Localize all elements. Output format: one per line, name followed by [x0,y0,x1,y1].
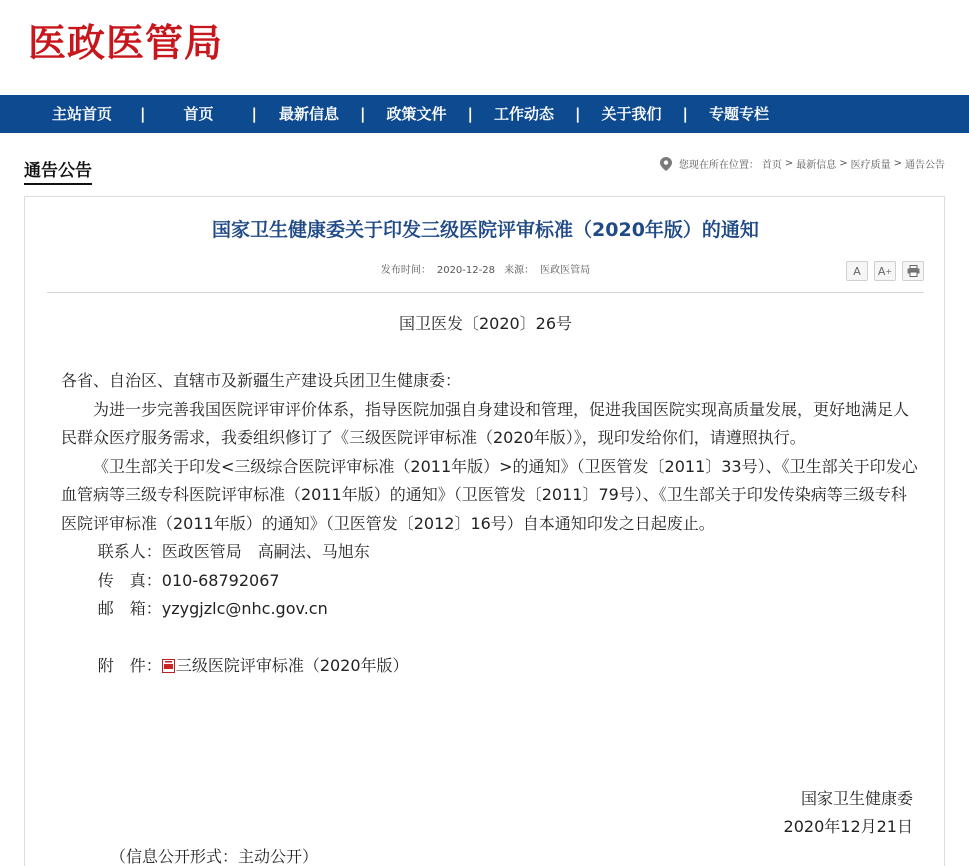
attachment-label: 附 件： [97,655,162,675]
nav-separator: | [251,105,257,123]
breadcrumb-separator: > [784,158,794,169]
signer: 国家卫生健康委 [800,789,913,808]
nav-item-special[interactable]: 专题专栏 [709,105,770,123]
breadcrumb-latest[interactable]: 最新信息 [796,160,837,171]
nav-separator: | [575,105,581,123]
breadcrumb-separator: > [839,158,848,169]
font-smaller-label: A [853,264,861,278]
attachment-link[interactable] [162,656,409,675]
breadcrumb [660,156,945,171]
paragraph-2: 《卫生部关于印发<三级综合医院评审标准（2011年版）>的通知》（卫医管发〔2011〕33号）、《卫生部关于印发心血管病等三级专科医院评审标准（2011年版）的通知》（卫医管发〔2011〕79号）、《卫生部关于印发传染病等三级专科医院评审标准（2011年版）的通知》（卫医管发〔2012〕16号）自本通知印发之日起废止。 [61,456,918,533]
breadcrumb-quality[interactable]: 医疗质量 [850,160,891,171]
article-container [24,196,945,866]
article-meta [25,261,946,276]
fax-line: 传 真：010-68792067 [97,570,280,590]
publish-date: 2020-12-28 [436,265,495,276]
nav-separator: | [360,105,366,123]
disclosure-note: （信息公开形式：主动公开） [110,847,319,866]
nav-item-work-news[interactable]: 工作动态 [494,105,555,123]
email-line: 邮 箱：yzygjzlc@nhc.gov.cn [97,599,328,618]
breadcrumb-home[interactable]: 首页 [761,160,782,171]
article-title: 国家卫生健康委关于印发三级医院评审标准（2020年版）的通知 [212,219,759,241]
article-tools [846,261,924,281]
pdf-file-icon [162,659,175,673]
font-larger-sup: + [885,266,893,276]
main-nav [0,95,969,133]
nav-separator: | [467,105,473,123]
nav-item-policy[interactable]: 政策文件 [386,105,447,123]
meta-divider [47,292,924,293]
site-logo[interactable]: 医政医管局 [28,20,224,65]
breadcrumb-separator: > [893,158,902,169]
date-label: 发布时间： [380,265,431,276]
nav-item-latest[interactable]: 最新信息 [279,105,340,123]
paragraph-1: 为进一步完善我国医院评审评价体系，指导医院加强自身建设和管理，促进我国医院实现高质量发展，更好地满足人民群众医疗服务需求，我委组织修订了《三级医院评审标准（2020年版）》，现印发给你们，请遵照执行。 [61,399,910,447]
attachment-line [61,652,919,681]
nav-item-home[interactable]: 首页 [183,105,214,123]
document-number: 国卫医发〔2020〕26号 [398,314,573,333]
nav-item-main-home[interactable]: 主站首页 [52,105,113,123]
salutation: 各省、自治区、直辖市及新疆生产建设兵团卫生健康委： [61,371,462,390]
font-larger-button[interactable] [874,261,896,281]
nav-item-about[interactable]: 关于我们 [601,105,662,123]
font-smaller-button[interactable] [846,261,868,281]
source-label: 来源： [504,265,535,276]
breadcrumb-prefix: 您现在所在位置： [678,160,759,171]
nav-separator: | [140,105,146,123]
sign-date: 2020年12月21日 [783,817,913,836]
print-icon [907,265,920,277]
article-body [61,367,919,680]
breadcrumb-notices[interactable]: 通告公告 [905,160,945,171]
attachment-name[interactable]: 三级医院评审标准（2020年版） [175,655,409,675]
print-button[interactable] [902,261,924,281]
nav-separator: | [682,105,688,123]
font-larger-label: A [877,264,886,278]
article-source: 医政医管局 [540,265,591,276]
contact-line: 联系人：医政医管局 高嗣法、马旭东 [97,542,370,561]
section-title: 通告公告 [24,156,92,185]
location-pin-icon [660,157,672,171]
